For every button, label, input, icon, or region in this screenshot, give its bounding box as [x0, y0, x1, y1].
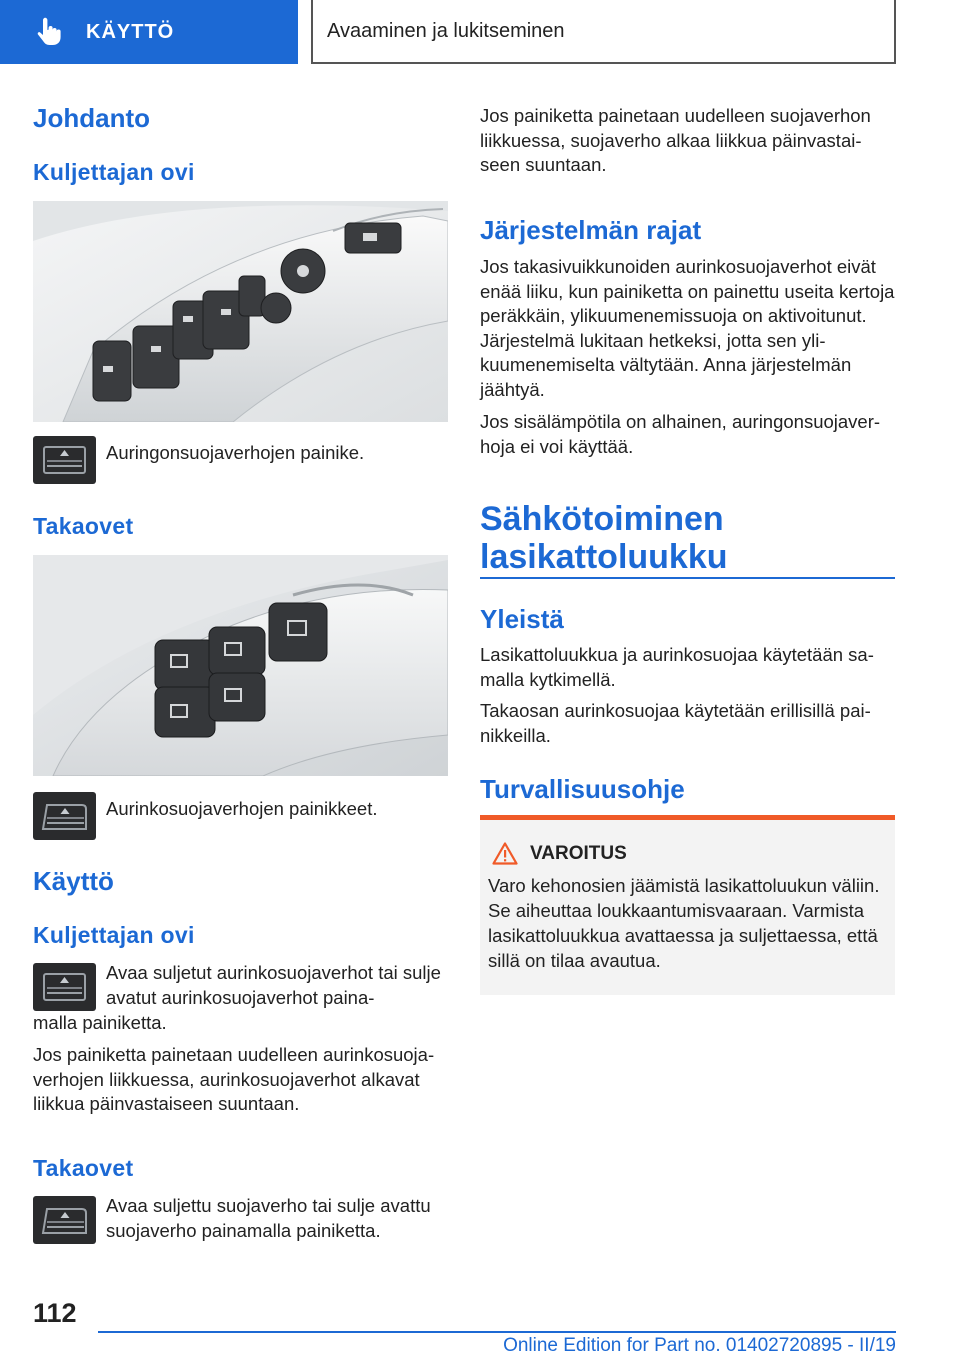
system-limits-text: Jos takasivuikkunoiden aurinkosuojaverhot eivät enää liiku, kun painiketta on painettu useita kertoja peräkkäin, ylikuumenemissuoja on aktivoitunut. Järjestelmä lukitaan hetkeksi, jotta sen ylikuumenemiselta vältytään. Anna järjestelmän jäähtyä. [480, 256, 895, 400]
page-number: 112 [33, 1298, 77, 1328]
heading-jarjestelman-rajat: Järjestelmän rajat [480, 215, 702, 245]
heading-sunroof: Sähkötoiminen lasikattoluukku [480, 500, 728, 576]
driver-door-instruction-cont: malla painiketta. [33, 1012, 167, 1033]
rear-sunblind-button-icon [33, 792, 96, 840]
heading-kuljettajan-ovi: Kuljettajan ovi [33, 159, 195, 185]
edition-text: Online Edition for Part no. 01402720895 - II/19 [503, 1335, 896, 1356]
rear-door-instruction: Avaa suljettu suojaverho tai sulje avattu suojaverho painamalla painiketta. [106, 1195, 431, 1241]
warning-triangle-icon [492, 842, 518, 865]
driver-door-reverse-text: Jos painiketta painetaan uudelleen aurinkosuojaverhojen liikkuessa, aurinkosuojaverhot alkavat liikkua päinvastaiseen suuntaan. [33, 1044, 435, 1114]
hand-pointer-icon [34, 17, 64, 47]
warning-text: Varo kehonosien jäämistä lasikattoluukun väliin. Se aiheuttaa loukkaantumisvaaraan. Varmista lasikattoluukkua avattaessa ja suljettaessa, että sillä on tilaa avautua. [488, 875, 880, 971]
caption-sunblind-button: Auringonsuojaverhojen painike. [106, 442, 365, 463]
general-text-2: Takaosan aurinkosuojaa käytetään erillisillä painikkeilla. [480, 700, 871, 746]
heading-turvallisuusohje: Turvallisuusohje [480, 774, 685, 804]
driver-door-instruction: Avaa suljetut aurinkosuojaverhot tai sulje avatut aurinkosuojaverhot paina- [106, 962, 441, 1008]
heading-takaovet-2: Takaovet [33, 1155, 134, 1181]
section-label: KÄYTTÖ [86, 20, 175, 43]
caption-rear-sunblind-buttons: Aurinkosuojaverhojen painikkeet. [106, 798, 378, 819]
section-divider [480, 577, 895, 579]
heading-yleista: Yleistä [480, 604, 564, 634]
heading-johdanto: Johdanto [33, 103, 150, 133]
heading-kaytto: Käyttö [33, 866, 114, 896]
footer-divider [98, 1331, 896, 1333]
heading-kuljettajan-ovi-2: Kuljettajan ovi [33, 922, 195, 948]
warning-title: VAROITUS [530, 842, 627, 864]
sunblind-button-icon [33, 436, 96, 484]
rear-sunblind-button-icon [33, 1196, 96, 1244]
heading-takaovet: Takaovet [33, 513, 134, 539]
section-tab [0, 0, 298, 64]
warning-box [480, 815, 895, 995]
general-text-1: Lasikattoluukkua ja aurinkosuojaa käytetään samalla kytkimellä. [480, 644, 874, 690]
reverse-motion-text: Jos painiketta painetaan uudelleen suojaverhon liikkuessa, suojaverho alkaa liikkua päinvastaiseen suuntaan. [480, 105, 871, 175]
sunblind-button-icon [33, 963, 96, 1011]
low-temperature-text: Jos sisälämpötila on alhainen, auringonsuojaverhoja ei voi käyttää. [480, 411, 881, 457]
driver-door-switch-photo [33, 201, 448, 422]
rear-door-switch-photo [33, 555, 448, 776]
warning-header [488, 842, 887, 865]
chapter-title: Avaaminen ja lukitseminen [311, 0, 896, 64]
